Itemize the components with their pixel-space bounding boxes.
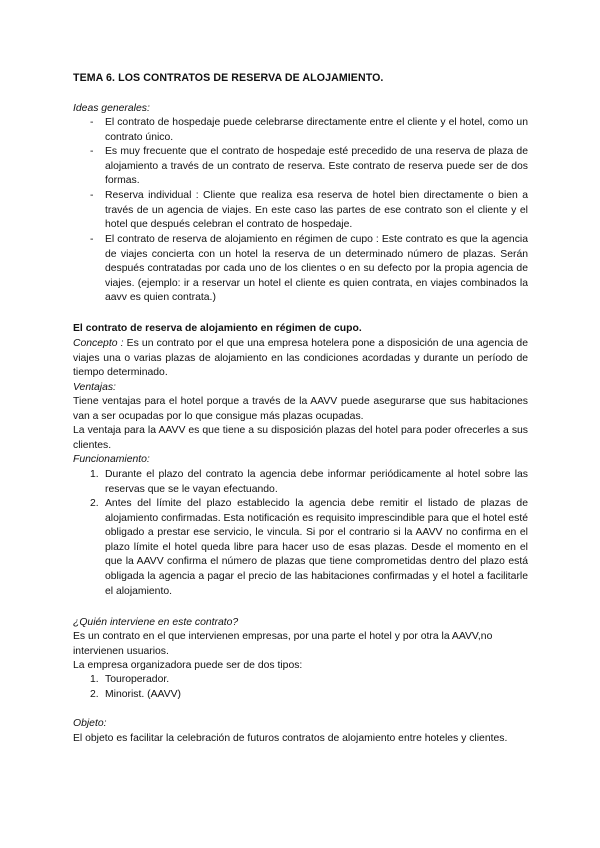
concepto-label: Concepto : <box>73 338 124 349</box>
ideas-item <box>73 233 528 306</box>
document-title: TEMA 6. LOS CONTRATOS DE RESERVA DE ALOJAMIENTO. <box>73 72 384 84</box>
number-marker: 2. <box>90 688 99 700</box>
number-marker: 1. <box>90 469 99 480</box>
funcionamiento-item-text: Antes del límite del plazo establecido la agencia debe remitir el listado de plazas de alojamiento confirmadas. Esta notificación es requisito imprescindible para que el hotel esté obligado a prestar ese servicio, le vincula. Si por el contrario si la AAVV no confirma en el plazo límite el hotel queda libre para hacer uso de esas plazas. Desde el momento en el que la AAVV confirma el número de plazas que tiene comprometidas dentro del plazo está obligada la agencia a pagar el precio de las habitaciones confirmadas y el hotel a facilitarle el alojamiento. <box>105 498 528 597</box>
dash-marker: - <box>90 190 94 201</box>
ventajas-paragraph-1: Tiene ventajas para el hotel porque a través de la AAVV puede asegurarse que sus habitaciones van a ser ocupadas por lo que consigue más plazas ocupadas. <box>73 396 528 422</box>
cupo-heading: El contrato de reserva de alojamiento en régimen de cupo. <box>73 323 362 334</box>
ideas-heading: Ideas generales: <box>73 103 150 114</box>
number-marker: 1. <box>90 674 99 685</box>
quien-paragraph-2: La empresa organizadora puede ser de dos tipos: <box>73 660 303 671</box>
ventajas-paragraph-2: La ventaja para la AAVV es que tiene a su disposición plazas del hotel para poder ofrecerles a sus clientes. <box>73 425 528 451</box>
quien-list <box>73 673 528 702</box>
funcionamiento-item <box>73 468 528 497</box>
quien-item-text: Touroperador. <box>105 674 170 685</box>
objeto-paragraph: El objeto es facilitar la celebración de futuros contratos de alojamiento entre hoteles y clientes. <box>73 733 508 744</box>
ideas-item-text: Es muy frecuente que el contrato de hospedaje esté precedido de una reserva de plaza de alojamiento a través de un contrato de reserva. Este contrato de reserva puede ser de dos formas. <box>105 146 528 187</box>
ideas-item-text: El contrato de reserva de alojamiento en régimen de cupo : Este contrato es que la agencia de viajes concierta con un hotel la reserva de un determinado número de plazas. Serán después contratadas por cada uno de los clientes o en su defecto por la propia agencia de viajes. (ejemplo: ir a reservar un hotel el cliente es quien contrata, en viajes combinados la aavv es quien contrata.) <box>105 234 528 304</box>
ideas-item-text: Reserva individual : Cliente que realiza esa reserva de hotel bien directamente o bien a través de un agencia de viajes. En este caso las partes de ese contrato son el cliente y el hotel que después celebran el contrato de hospedaje. <box>105 190 528 231</box>
quien-heading: ¿Quién interviene en este contrato? <box>73 617 239 628</box>
ideas-list <box>73 116 528 306</box>
quien-paragraph-1: Es un contrato en el que intervienen empresas, por una parte el hotel y por otra la AAVV,no intervienen usuarios. <box>73 631 493 657</box>
concepto-text: Es un contrato por el que una empresa hotelera pone a disposición de una agencia de viajes una o varias plazas de alojamiento en las condiciones acordadas y durante un período de tiempo determinado. <box>73 338 528 379</box>
objeto-heading: Objeto: <box>73 718 107 729</box>
funcionamiento-heading: Funcionamiento: <box>73 454 150 465</box>
funcionamiento-item <box>73 497 528 599</box>
dash-marker: - <box>90 234 94 245</box>
ideas-item-text: El contrato de hospedaje puede celebrarse directamente entre el cliente y el hotel, como un contrato único. <box>105 117 528 143</box>
funcionamiento-item-text: Durante el plazo del contrato la agencia debe informar periódicamente al hotel sobre las reservas que se le vayan efectuando. <box>105 469 528 495</box>
quien-item <box>73 688 528 703</box>
ideas-item <box>73 145 528 189</box>
concepto-paragraph <box>73 337 528 381</box>
quien-item-text: Minorist. (AAVV) <box>105 688 182 700</box>
number-marker: 2. <box>90 498 99 509</box>
ideas-item <box>73 189 528 233</box>
ventajas-heading: Ventajas: <box>73 382 116 393</box>
quien-item <box>73 673 528 688</box>
funcionamiento-list <box>73 468 528 599</box>
dash-marker: - <box>90 146 94 157</box>
dash-marker: - <box>90 117 94 128</box>
ideas-item <box>73 116 528 145</box>
